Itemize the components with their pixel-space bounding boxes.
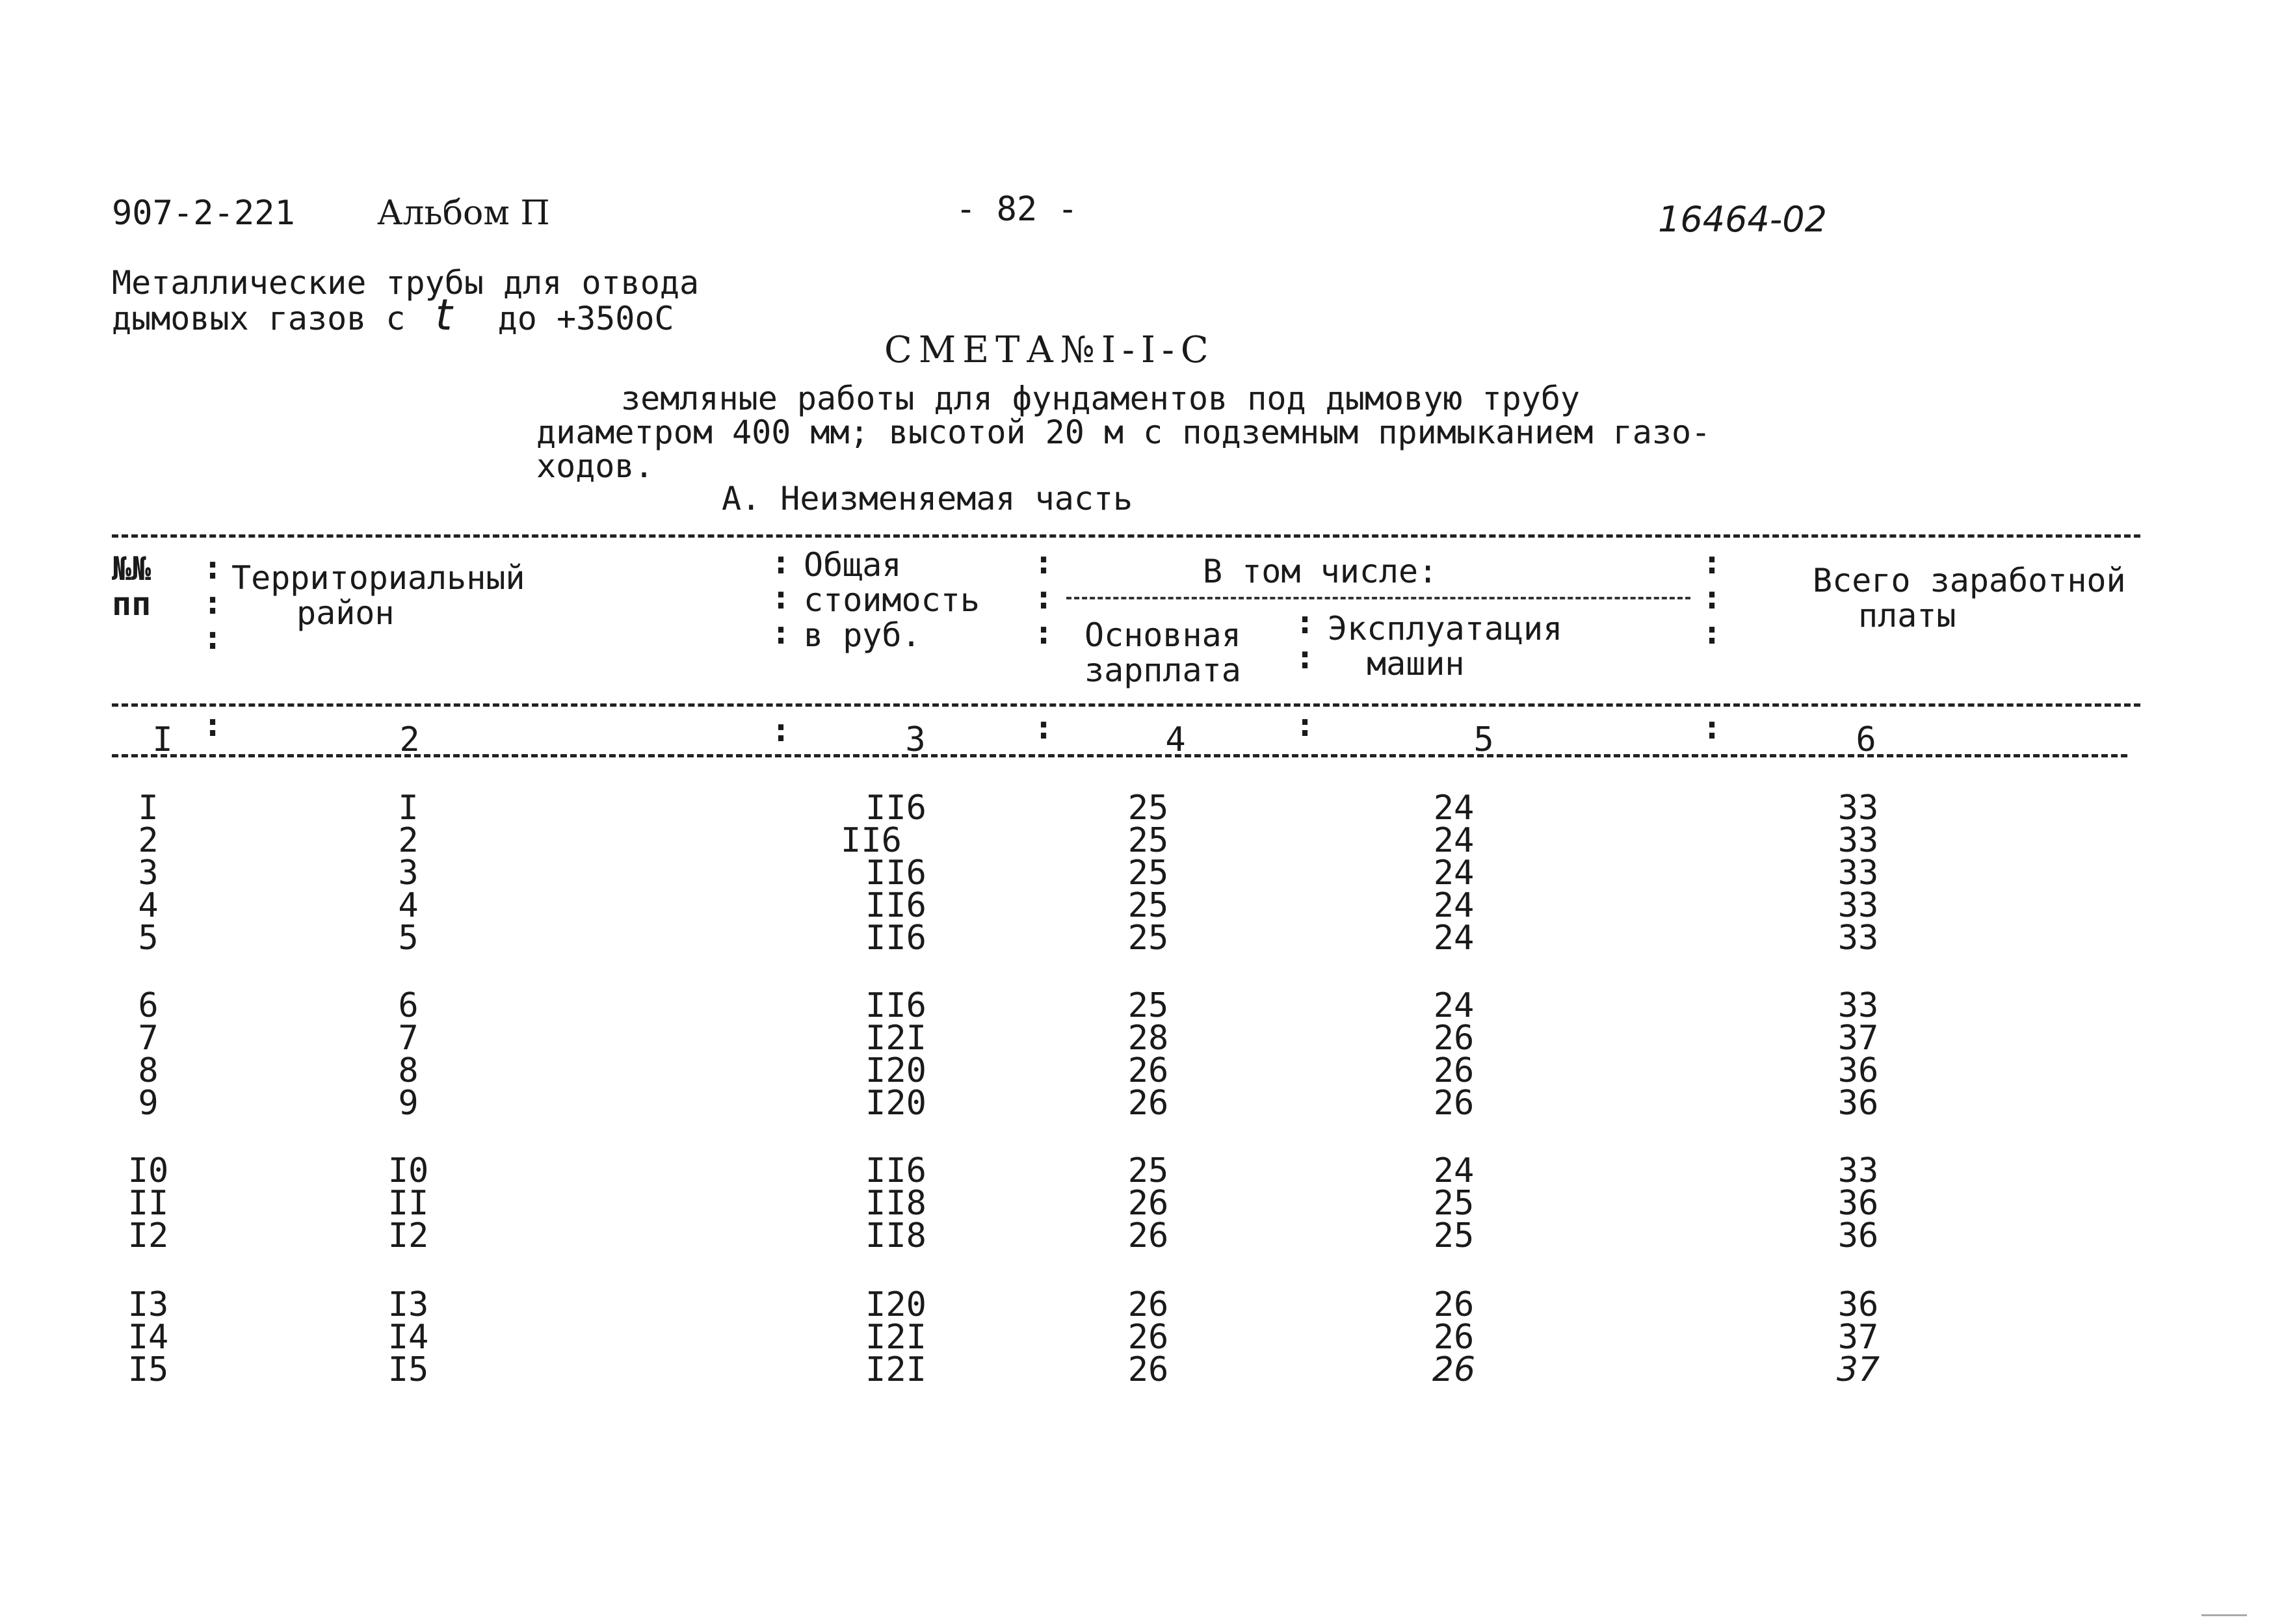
region-cell: I3 [388,1285,429,1324]
region-cell: 7 [398,1019,419,1058]
row-number: 8 [138,1051,159,1090]
salary-cell: 25 [1127,821,1169,860]
salary-cell: 25 [1127,986,1169,1025]
col-region-header: Территориальный район [231,559,525,632]
description-line-3: ходов. [536,447,654,485]
wages-cell: 33 [1837,886,1879,925]
machines-cell: 24 [1433,986,1475,1025]
machines-cell: 26 [1433,1051,1475,1090]
subtitle-line-2 [112,290,674,340]
salary-cell: 26 [1127,1318,1169,1357]
row-number: 6 [138,986,159,1025]
wages-cell: 36 [1837,1216,1879,1255]
total-cost-cell: II6 [841,821,902,860]
machines-cell: 24 [1433,854,1475,893]
row-number: I4 [127,1318,169,1357]
salary-cell: 26 [1127,1184,1169,1223]
handwritten-t: t [435,290,453,340]
col-salary-header: Основная зарплата [1084,616,1241,689]
row-number: 2 [138,821,159,860]
wages-cell: 33 [1837,789,1879,828]
machines-cell: 26 [1433,1084,1475,1123]
region-cell: 3 [398,854,419,893]
machines-cell: 25 [1433,1216,1475,1255]
subtitle-line-2b: до +350оС [497,300,674,337]
col-group-header: В том числе: [1203,553,1438,590]
total-cost-cell: II6 [865,789,926,828]
row-number: 5 [138,919,159,958]
row-number: 7 [138,1019,159,1058]
region-cell: I2 [388,1216,429,1255]
header-bottom-rule [112,703,2140,707]
row-number: I2 [127,1216,169,1255]
salary-cell: 25 [1127,1151,1169,1190]
separator-num-2: : [771,711,791,749]
machines-cell: 26 [1433,1019,1475,1058]
document-code: 907-2-221 [112,194,295,233]
machines-cell: 26 [1433,1318,1475,1357]
subtitle-line-2a: дымовых газов с [112,300,406,337]
separator-num-3: : [1034,709,1054,746]
machines-cell: 24 [1433,1151,1475,1190]
subtitle-line-1: Металлические трубы для отвода [112,264,700,302]
col-machines-header: Эксплуатация машин [1328,610,1563,683]
salary-cell: 26 [1127,1285,1169,1324]
description-line-2: диаметром 400 мм; высотой 20 м с подземным примыканием газо- [536,413,1711,451]
salary-cell: 25 [1127,886,1169,925]
machines-cell: 24 [1433,919,1475,958]
salary-cell: 26 [1127,1051,1169,1090]
section-heading: А. Неизменяемая часть [722,480,1133,517]
total-cost-cell: II6 [865,919,926,958]
region-cell: 8 [398,1051,419,1090]
total-cost-cell: II6 [865,986,926,1025]
total-cost-cell: I2I [865,1019,926,1058]
row-number: I5 [127,1350,169,1389]
separator-col-3: : : : [1034,544,1054,651]
total-cost-cell: II6 [865,854,926,893]
row-number: II [127,1184,169,1223]
column-number-3: 3 [905,720,926,759]
region-cell: II [388,1184,429,1223]
salary-cell: 26 [1127,1084,1169,1123]
salary-cell: 26 [1127,1216,1169,1255]
wages-cell: 37 [1837,1019,1879,1058]
region-cell: I4 [388,1318,429,1357]
column-number-6: 6 [1856,720,1876,759]
row-number: I [138,789,159,828]
row-number: 3 [138,854,159,893]
total-cost-cell: II6 [865,1151,926,1190]
region-cell: 9 [398,1084,419,1123]
total-cost-cell: I20 [865,1084,926,1123]
machines-cell: 24 [1433,789,1475,828]
total-cost-cell: I2I [865,1350,926,1389]
estimate-title: СМЕТА№I-I-С [884,329,1215,371]
wages-cell: 33 [1837,986,1879,1025]
archive-stamp: 16464-02 [1658,199,1827,240]
separator-col-4: : : [1295,603,1315,676]
column-number-1: I [152,720,173,759]
region-cell: 5 [398,919,419,958]
total-cost-cell: I2I [865,1318,926,1357]
salary-cell: 25 [1127,854,1169,893]
page-number: - 82 - [956,190,1078,229]
machines-cell: 26 [1432,1350,1476,1389]
separator-num-1: : [203,706,223,744]
row-number: I3 [127,1285,169,1324]
row-number: I0 [127,1151,169,1190]
separator-num-5: : [1702,709,1722,746]
region-cell: I0 [388,1151,429,1190]
album-label: Альбом П [377,194,550,233]
wages-cell: 36 [1837,1285,1879,1324]
row-number: 9 [138,1084,159,1123]
total-cost-cell: II6 [865,886,926,925]
region-cell: 4 [398,886,419,925]
column-number-5: 5 [1473,720,1494,759]
separator-num-4: : [1295,706,1315,744]
wages-cell: 33 [1837,854,1879,893]
wages-cell: 37 [1836,1350,1880,1389]
machines-cell: 24 [1433,886,1475,925]
separator-col-2: : : : [771,544,791,651]
total-cost-cell: I20 [865,1051,926,1090]
col-num-header: №№ пп [112,550,151,623]
col-wages-header: Всего заработной платы [1813,562,2126,635]
wages-cell: 36 [1837,1051,1879,1090]
wages-cell: 33 [1837,1151,1879,1190]
table-top-rule [112,534,2140,538]
group-rule [1066,597,1690,599]
region-cell: 2 [398,821,419,860]
region-cell: I [398,789,419,828]
separator-col-5: : : : [1702,544,1722,651]
column-number-4: 4 [1165,720,1186,759]
salary-cell: 28 [1127,1019,1169,1058]
salary-cell: 25 [1127,919,1169,958]
col-total-header: Общая стоимость в руб. [804,546,980,654]
total-cost-cell: II8 [865,1184,926,1223]
machines-cell: 24 [1433,821,1475,860]
machines-cell: 25 [1433,1184,1475,1223]
wages-cell: 36 [1837,1084,1879,1123]
salary-cell: 26 [1127,1350,1169,1389]
wages-cell: 33 [1837,821,1879,860]
corner-mark [2201,1614,2247,1616]
wages-cell: 33 [1837,919,1879,958]
column-number-2: 2 [399,720,420,759]
row-number: 4 [138,886,159,925]
total-cost-cell: II8 [865,1216,926,1255]
region-cell: I5 [388,1350,429,1389]
total-cost-cell: I20 [865,1285,926,1324]
description-line-1: земляные работы для фундаментов под дымовую трубу [621,380,1581,417]
separator-col-1: : : : [203,549,223,657]
salary-cell: 25 [1127,789,1169,828]
machines-cell: 26 [1433,1285,1475,1324]
wages-cell: 36 [1837,1184,1879,1223]
wages-cell: 37 [1837,1318,1879,1357]
region-cell: 6 [398,986,419,1025]
